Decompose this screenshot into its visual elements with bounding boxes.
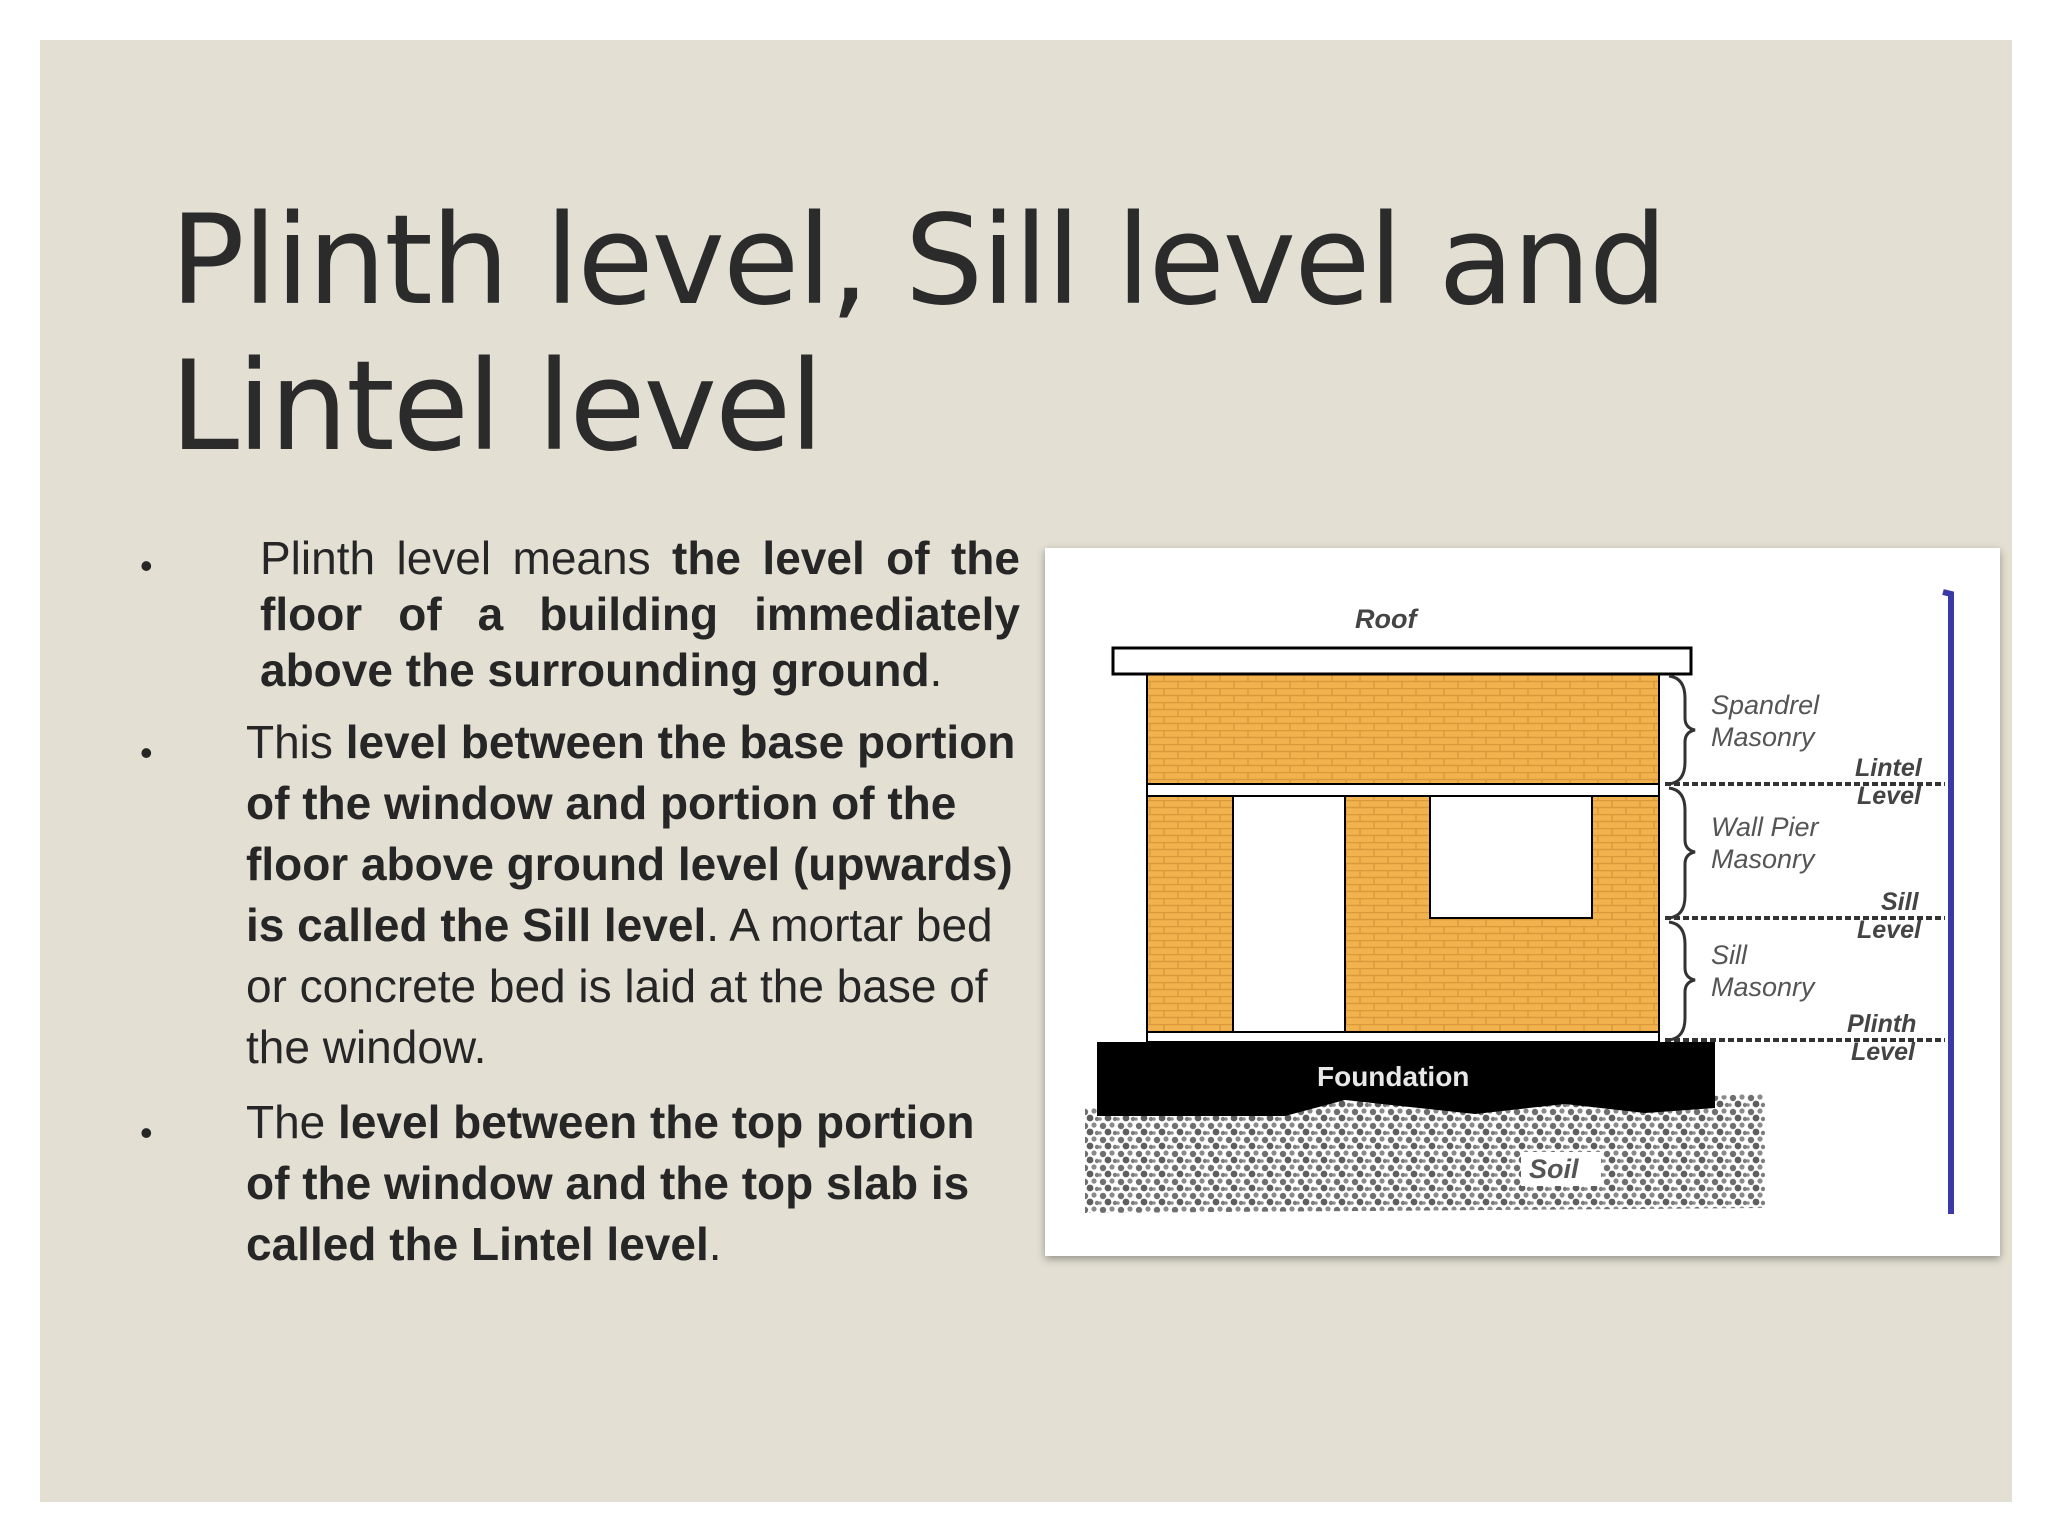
door-opening xyxy=(1233,796,1345,1032)
wallpier-brace xyxy=(1669,788,1695,918)
lintel-strip xyxy=(1147,784,1659,796)
label-plinth-level-1: Plinth xyxy=(1847,1010,1917,1038)
label-sill: Sill xyxy=(1711,940,1748,970)
label-foundation: Foundation xyxy=(1317,1061,1470,1092)
building-levels-diagram xyxy=(1045,548,2000,1256)
roof-slab xyxy=(1113,648,1691,674)
label-sill-level-2: Level xyxy=(1857,916,1921,944)
bullet-list xyxy=(140,530,1020,1275)
sill-brace xyxy=(1669,922,1695,1040)
bullet-dot: • xyxy=(140,545,153,586)
label-wallpier: Wall Pier xyxy=(1711,812,1819,842)
label-lintel-level-1: Lintel xyxy=(1855,754,1922,782)
slide-title: Plinth level, Sill level and Lintel level xyxy=(170,189,1666,479)
plinth-strip xyxy=(1147,1032,1659,1042)
diagram-svg xyxy=(1045,548,2000,1256)
label-wallpier-masonry: Masonry xyxy=(1711,844,1815,874)
label-sill-masonry: Masonry xyxy=(1711,972,1815,1002)
bullet-sill-text: This level between the base portion of the window and portion of the floor above ground level (upwards) is called the Sill level. A mortar bed or concrete bed is laid at the base of the window. xyxy=(246,716,1016,1073)
label-roof: Roof xyxy=(1355,604,1417,634)
bullet-lintel xyxy=(140,1092,1020,1275)
label-spandrel: Spandrel xyxy=(1711,690,1820,720)
spandrel-brace xyxy=(1669,676,1695,784)
bullet-plinth xyxy=(140,530,1020,698)
label-lintel-level-2: Level xyxy=(1857,782,1921,810)
window-opening xyxy=(1430,796,1592,918)
bullet-dot: • xyxy=(140,732,153,773)
scale-bar xyxy=(1943,592,1951,1214)
slide xyxy=(40,40,2012,1502)
label-plinth-level-2: Level xyxy=(1851,1038,1915,1066)
label-soil: Soil xyxy=(1529,1154,1579,1184)
label-sill-level-1: Sill xyxy=(1881,888,1919,916)
bullet-dot: • xyxy=(140,1112,153,1153)
bullet-lintel-text: The level between the top portion of the window and the top slab is called the Lintel level. xyxy=(246,1096,975,1270)
bullet-plinth-text: Plinth level means the level of the floor of a building immediately above the surrounding ground. xyxy=(260,532,1020,696)
spandrel-masonry xyxy=(1147,673,1659,784)
label-spandrel-masonry: Masonry xyxy=(1711,722,1815,752)
bullet-sill xyxy=(140,712,1020,1078)
